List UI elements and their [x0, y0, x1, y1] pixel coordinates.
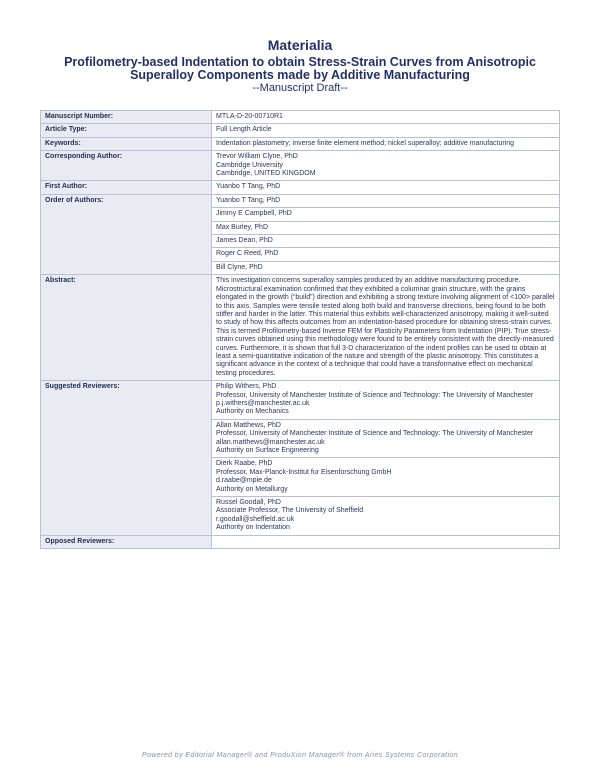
label-keywords: Keywords: [41, 137, 212, 150]
label-abstract: Abstract: [41, 275, 212, 381]
reviewer-affiliation: Professor, University of Manchester Institute of Science and Technology: The University of Manchester [216, 430, 534, 438]
footer-credit: Powered by Editorial Manager® and ProduXion Manager® from Aries Systems Corporation [142, 752, 458, 759]
reviewer-expertise: Authority on Mechanics [216, 408, 289, 416]
value-corresponding-author [212, 151, 560, 181]
label-suggested-reviewers: Suggested Reviewers: [41, 381, 212, 536]
author-4: James Dean, PhD [212, 235, 560, 248]
title-line-2: Superalloy Components made by Additive Manufacturing [130, 68, 470, 82]
manuscript-title [0, 56, 600, 82]
reviewer-expertise: Authority on Surface Engineering [216, 447, 319, 454]
reviewer-name: Allan Matthews, PhD [216, 421, 281, 429]
author-3: Max Burley, PhD [212, 221, 560, 234]
label-manuscript-number: Manuscript Number: [41, 111, 212, 124]
reviewer-email: r.goodall@sheffield.ac.uk [216, 515, 295, 523]
manuscript-info-table [40, 110, 560, 549]
reviewer-email: allan.matthews@manchester.ac.uk [216, 438, 325, 446]
reviewer-affiliation: Professor, University of Manchester Institute of Science and Technology: The University of Manchester [216, 391, 534, 399]
author-5: Roger C Reed, PhD [212, 248, 560, 261]
value-article-type: Full Length Article [212, 124, 560, 137]
reviewer-affiliation: Professor, Max-Planck-Institut fur Eisenforschung GmbH [216, 468, 392, 476]
row-opposed-reviewers [41, 535, 560, 548]
reviewer-1 [212, 381, 560, 420]
header [0, 0, 600, 94]
row-corresponding-author [41, 151, 560, 181]
label-opposed-reviewers: Opposed Reviewers: [41, 535, 212, 548]
reviewer-4 [212, 497, 560, 536]
reviewer-email: p.j.withers@manchester.ac.uk [216, 399, 310, 407]
author-1: Yuanbo T Tang, PhD [212, 194, 560, 207]
corresponding-author-institution: Cambridge University [216, 161, 283, 169]
row-first-author [41, 181, 560, 194]
row-manuscript-number [41, 111, 560, 124]
label-article-type: Article Type: [41, 124, 212, 137]
reviewer-name: Dierk Raabe, PhD [216, 460, 273, 468]
draft-label: --Manuscript Draft-- [252, 82, 348, 94]
row-abstract [41, 275, 560, 381]
author-2: Jimmy E Campbell, PhD [212, 208, 560, 221]
value-first-author: Yuanbo T Tang, PhD [212, 181, 560, 194]
title-line-1: Profilometry-based Indentation to obtain Stress-Strain Curves from Anisotropic [64, 55, 536, 69]
value-keywords: Indentation plastometry; inverse finite element method; nickel superalloy; additive manufacturing [212, 137, 560, 150]
value-abstract: This investigation concerns superalloy samples produced by an additive manufacturing procedure. Microstructural examination confirmed that they exhibited a columnar grain structure, with the grains elongated in the growth (“build”) direction and exhibiting a strong texture involving alignment of <100> parallel to this axis. Samples were tensile tested along both build and transverse directions, being found to be both stiffer and harder in the latter. This material thus exhibits well-characterized anisotropy, making it well-suited to study of how this affects outcomes from an indentation-based procedure for obtaining stress-strain curves. This is termed Profilometry-based Inverse FEM for Plasticity Parameters from Indentation (PIP). True stress-strain curves obtained using this methodology were found to be entirely consistent with the directly-measured curves. Furthermore, it is shown that full 3-D characterization of the indent profiles can be used to obtain at least a semi-quantitative indication of the nature and strength of the plastic anisotropy. This constitutes a significant advance in the context of a technique that could have a transformative effect on mechanical testing procedures. [212, 275, 560, 381]
reviewer-name: Philip Withers, PhD [216, 383, 277, 391]
label-first-author: First Author: [41, 181, 212, 194]
row-keywords [41, 137, 560, 150]
reviewer-expertise: Authority on Indentation [216, 524, 290, 532]
row-author [41, 194, 560, 207]
author-6: Bill Clyne, PhD [212, 261, 560, 274]
row-article-type [41, 124, 560, 137]
value-opposed-reviewers [212, 535, 560, 548]
row-reviewer [41, 381, 560, 420]
corresponding-author-location: Cambridge, UNITED KINGDOM [216, 170, 316, 178]
reviewer-affiliation: Associate Professor, The University of Sheffield [216, 507, 364, 515]
reviewer-name: Russel Goodall, PhD [216, 499, 281, 507]
corresponding-author-name: Trevor William Clyne, PhD [216, 153, 298, 161]
value-manuscript-number: MTLA-D-20-00710R1 [212, 111, 560, 124]
label-order-of-authors: Order of Authors: [41, 194, 212, 274]
reviewer-email: d.raabe@mpie.de [216, 477, 272, 485]
reviewer-2 [212, 419, 560, 458]
reviewer-expertise: Authority on Metallurgy [216, 485, 288, 493]
reviewer-3 [212, 458, 560, 497]
label-corresponding-author: Corresponding Author: [41, 151, 212, 181]
journal-name: Materialia [267, 37, 333, 53]
